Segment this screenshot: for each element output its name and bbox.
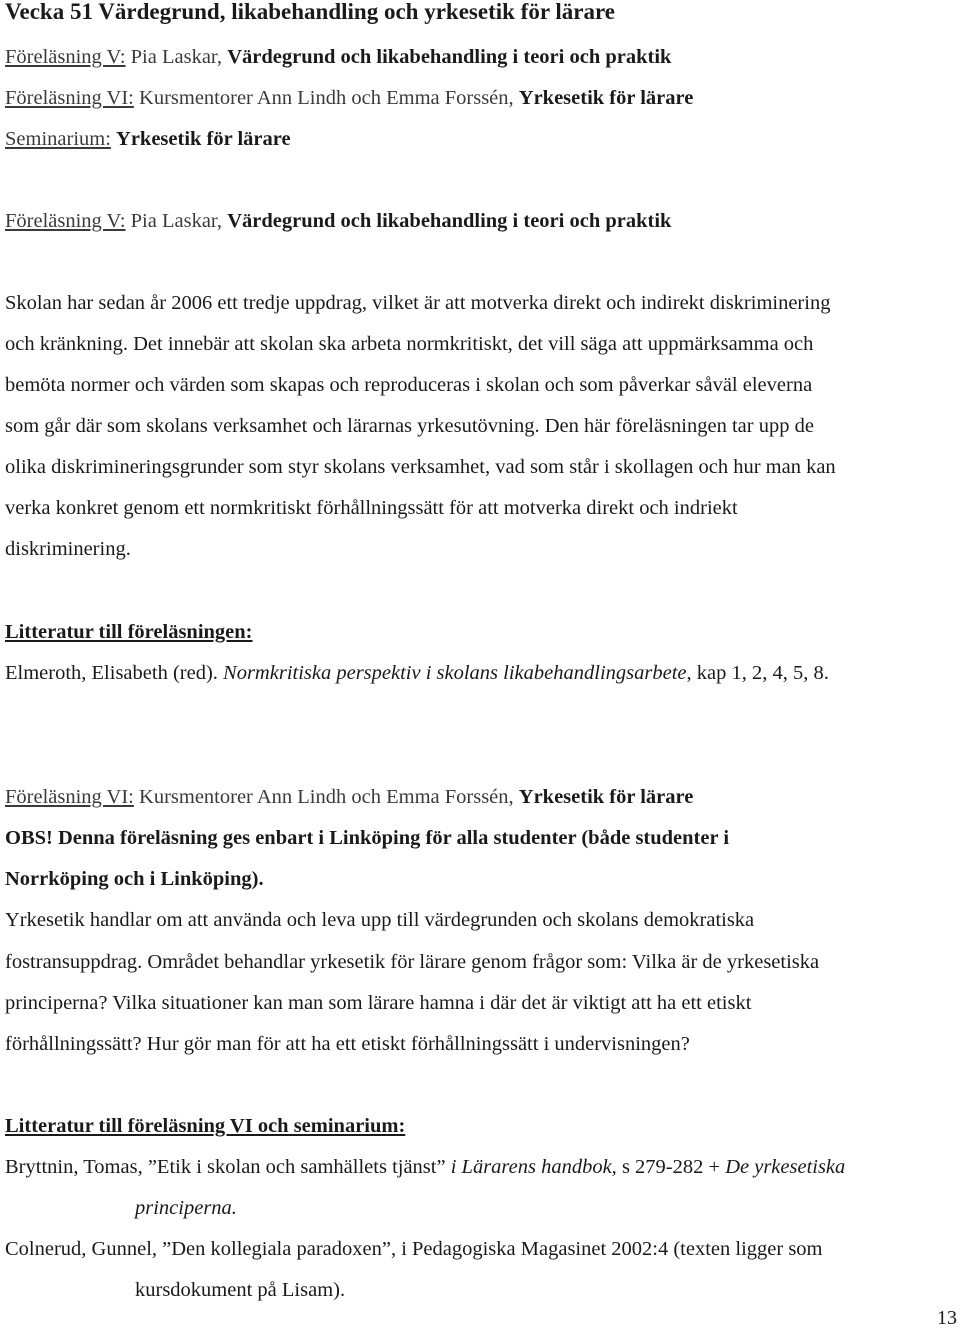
section-text: Kursmentorer Ann Lindh och Emma Forssén, xyxy=(133,786,519,808)
literature-heading: Litteratur till föreläsning VI och seminarium: xyxy=(5,1115,406,1137)
section-bold: Yrkesetik för lärare xyxy=(518,786,694,808)
section1-para-line: olika diskrimineringsgrunder som styr skolans verksamhet, vad som står i skollagen och hur man kan xyxy=(5,456,836,478)
section1-para-line: bemöta normer och värden som skapas och reproduceras i skolan och som påverkar såväl eleverna xyxy=(5,374,813,396)
section1-para-line: verka konkret genom ett normkritiskt förhållningssätt för att motverka direkt och indriekt xyxy=(5,497,738,519)
reference-text: Bryttnin, Tomas, ”Etik i skolan och samhällets tjänst” xyxy=(5,1156,451,1178)
section-label: Föreläsning V: xyxy=(5,210,126,232)
literature-heading: Litteratur till föreläsningen: xyxy=(5,621,253,643)
reference-italic: i Lärarens handbok, xyxy=(450,1156,617,1178)
reference-author: Elmeroth, Elisabeth (red). xyxy=(5,662,224,684)
section1-para-line: som går där som skolans verksamhet och lärarnas yrkesutövning. Den här föreläsningen tar upp de xyxy=(5,415,814,437)
section-text: Pia Laskar, xyxy=(125,210,228,232)
reference-text: s 279-282 + xyxy=(616,1156,726,1178)
obs-notice-line: OBS! Denna föreläsning ges enbart i Linköping för alla studenter (både studenter i xyxy=(5,827,730,849)
overview-text: Kursmentorer Ann Lindh och Emma Forssén, xyxy=(133,87,519,109)
overview-line-2 xyxy=(5,86,693,110)
section1-heading xyxy=(5,209,671,233)
overview-line-1 xyxy=(5,45,671,69)
reference-title: Normkritiska perspektiv i skolans likabehandlingsarbete xyxy=(223,662,687,684)
section2-para-line: principerna? Vilka situationer kan man som lärare hamna i där det är viktigt att ha ett etiskt xyxy=(5,992,752,1014)
obs-notice-line: Norrköping och i Linköping). xyxy=(5,868,264,890)
reference-italic: De yrkesetiska xyxy=(725,1156,846,1178)
literature-reference xyxy=(5,661,829,685)
reference-1-continuation: principerna. xyxy=(135,1197,237,1219)
reference-1 xyxy=(5,1155,845,1179)
overview-label: Föreläsning VI: xyxy=(5,87,134,109)
section-label: Föreläsning VI: xyxy=(5,786,134,808)
overview-line-3 xyxy=(5,127,291,151)
section1-para-line: Skolan har sedan år 2006 ett tredje uppdrag, vilket är att motverka direkt och indirekt diskriminering xyxy=(5,292,831,314)
overview-bold: Värdegrund och likabehandling i teori och praktik xyxy=(227,46,672,68)
reference-2: Colnerud, Gunnel, ”Den kollegiala paradoxen”, i Pedagogiska Magasinet 2002:4 (texten ligger som xyxy=(5,1238,823,1260)
reference-tail: , kap 1, 2, 4, 5, 8. xyxy=(686,662,829,684)
section2-para-line: förhållningssätt? Hur gör man för att ha ett etiskt förhållningssätt i undervisningen? xyxy=(5,1033,690,1055)
page-title: Vecka 51 Värdegrund, likabehandling och yrkesetik för lärare xyxy=(5,0,615,24)
section-bold: Värdegrund och likabehandling i teori och praktik xyxy=(227,210,672,232)
overview-text: Pia Laskar, xyxy=(125,46,228,68)
overview-bold: Yrkesetik för lärare xyxy=(116,128,291,150)
section2-para-line: fostransuppdrag. Området behandlar yrkesetik för lärare genom frågor som: Vilka är de yrkesetiska xyxy=(5,951,820,973)
section2-para-line: Yrkesetik handlar om att använda och leva upp till värdegrunden och skolans demokratiska xyxy=(5,909,755,931)
section2-heading xyxy=(5,785,693,809)
overview-label: Seminarium: xyxy=(5,128,111,150)
overview-bold: Yrkesetik för lärare xyxy=(518,87,694,109)
overview-label: Föreläsning V: xyxy=(5,46,126,68)
section1-para-line: och kränkning. Det innebär att skolan ska arbeta normkritiskt, det vill säga att uppmärksamma och xyxy=(5,333,814,355)
page-number: 13 xyxy=(937,1307,957,1329)
section1-para-line: diskriminering. xyxy=(5,538,131,560)
reference-2-continuation: kursdokument på Lisam). xyxy=(135,1279,346,1301)
